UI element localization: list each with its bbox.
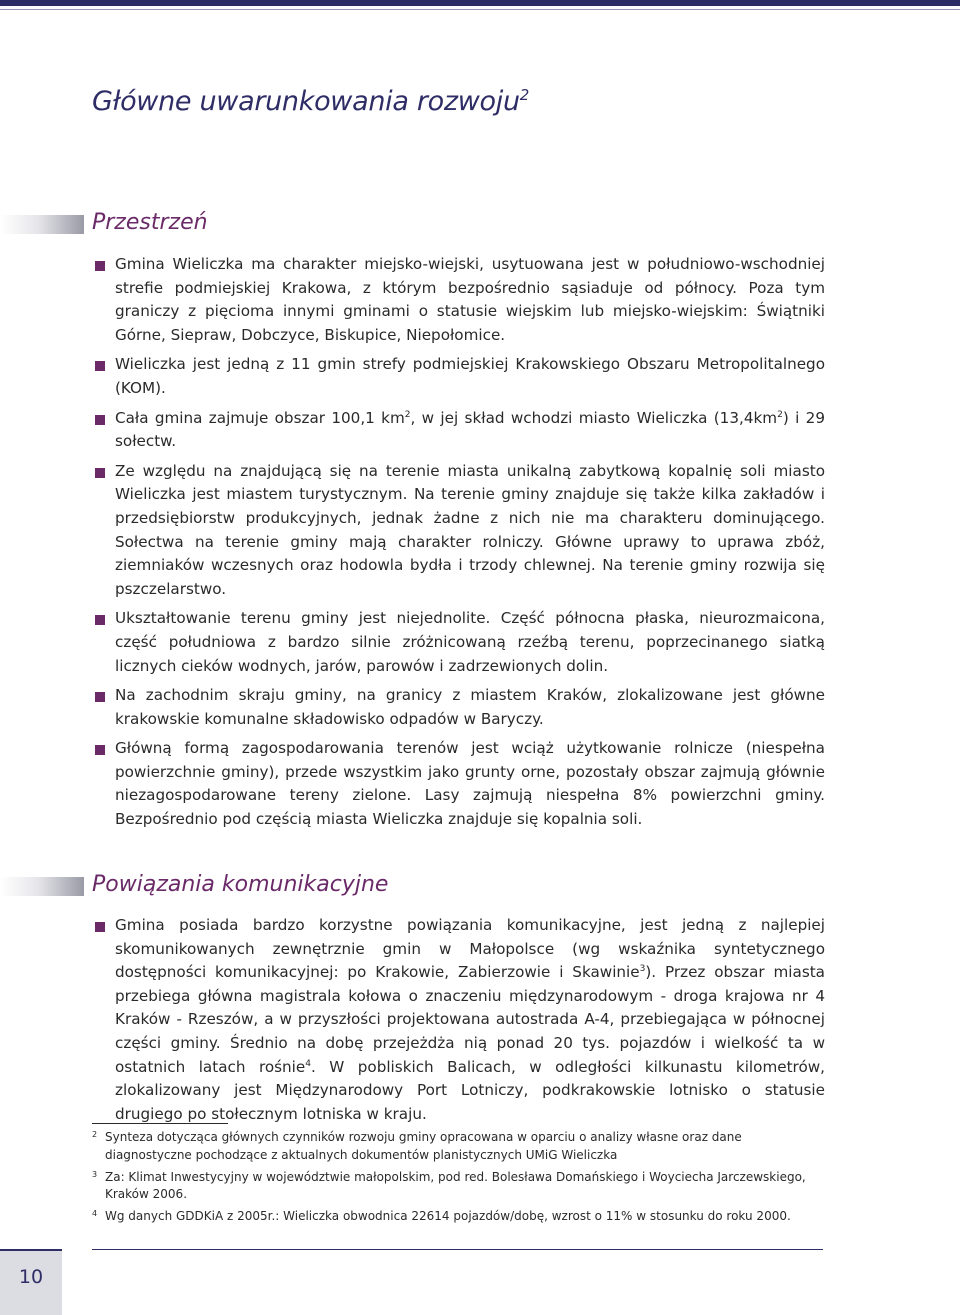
footnote-number: 2: [92, 1130, 98, 1139]
item-text: Cała gmina zajmuje obszar 100,1 km: [115, 408, 405, 427]
item-text: , w jej skład wchodzi miasto Wieliczka (13,4km: [410, 408, 778, 427]
list-item: [95, 253, 825, 347]
top-rule: [0, 9, 960, 10]
item-text: Ukształtowanie terenu gminy jest niejednolite. Część północna płaska, nieurozmaicona, część południowa z bardzo silnie zróżnicowaną rzeźbą terenu, poprzecinanego siatką licznych cieków wodnych, jarów, parowów i zadrzewionych dolin.: [115, 609, 825, 675]
footnote-text: Wg danych GDDKiA z 2005r.: Wieliczka obwodnica 22614 pojazdów/dobę, wzrost o 11% w stosunku do roku 2000.: [105, 1209, 791, 1224]
bullet-icon: [95, 468, 105, 478]
page-title-text: Główne uwarunkowania rozwoju: [92, 86, 520, 117]
item-text: ). Przez obszar miasta przebiega główna magistrala kołowa o znaczeniu międzynarodowym - droga krajowa nr 4 Kraków - Rzeszów, a w przyszłości projektowana autostrada A-4, przebiegająca w północnej części gminy. Średnio na dobę przejeżdża nią ponad 20 tys. pojazdów i wielkość ta w ostatnich latach rośnie: [115, 963, 825, 1076]
item-text: ) i 29 sołectw.: [115, 408, 825, 451]
section-title-powiazania: Powiązania komunikacyjne: [92, 872, 389, 897]
item-text: Wieliczka jest jedną z 11 gmin strefy podmiejskiej Krakowskiego Obszaru Metropolitalnego (KOM).: [115, 355, 825, 397]
bullet-icon: [95, 361, 105, 371]
footnote-rule: [92, 1123, 228, 1124]
footnote-number: 3: [92, 1169, 98, 1179]
bullet-icon: [95, 615, 105, 625]
item-text: Gmina Wieliczka ma charakter miejsko-wiejski, usytuowana jest w południowo-wschodniej strefie podmiejskiej Krakowa, z którym bezpośrednio sąsiaduje od północy. Poza tym graniczy z pięcioma innymi gminami o statusie wiejskim lub miejsko-wiejskim: Świątniki Górne, Siepraw, Dobczyce, Biskupice, Niepołomice.: [115, 255, 825, 344]
footnote: [92, 1208, 832, 1226]
footnote-text: Synteza dotycząca głównych czynników rozwoju gminy opracowana w oparciu o analizy własne oraz dane diagnostyczne pochodzące z aktualnych dokumentów planistycznych UMiG Wieliczka: [105, 1130, 742, 1162]
item-text: . W pobliskich Balicach, w odległości kilkunastu kilometrów, zlokalizowany jest Międzynarodowy Port Lotniczy, podkrakowskie lotnisko o statusie drugiego po stołecznym lotniska w kraju.: [115, 1057, 825, 1123]
page-title: [92, 86, 529, 117]
page-number-rule: [0, 1249, 62, 1251]
list-item: [95, 607, 825, 678]
item-text: Ze względu na znajdującą się na terenie miasta unikalną zabytkową kopalnię soli miasto Wieliczka jest miastem turystycznym. Na terenie gminy znajduje się także kilka zakładów i przedsiębiorstw produkcyjnych, jednak żadne z nich nie ma charakteru dominującego. Sołectwa na terenie gminy mają charakter rolniczy. Główne uprawy to uprawa zbóż, ziemniaków wczesnych oraz hodowla bydła i trzody chlewnej. Na terenie gminy rozwija się pszczelarstwo.: [115, 461, 825, 598]
footnote-text: Za: Klimat Inwestycyjny w województwie małopolskim, pod red. Bolesława Domańskiego i Woyciecha Jarczewskiego, Kraków 2006.: [105, 1169, 806, 1202]
page-title-footnote-ref: 2: [519, 86, 530, 104]
footnote-ref: 3: [639, 964, 646, 975]
list-item: [95, 460, 825, 602]
section-title-przestrzen: Przestrzeń: [92, 210, 208, 235]
list-item: [95, 737, 825, 831]
section-powiazania-list: [95, 914, 825, 1132]
superscript: 2: [404, 409, 411, 420]
footnote: [92, 1129, 832, 1165]
bullet-icon: [95, 415, 105, 425]
list-item: [95, 353, 825, 400]
list-item: [95, 914, 825, 1126]
superscript: 2: [777, 409, 783, 420]
bottom-rule: [92, 1249, 823, 1250]
bullet-icon: [95, 692, 105, 702]
bullet-icon: [95, 261, 105, 271]
footnotes: [92, 1129, 832, 1230]
footnote-ref: 4: [305, 1058, 311, 1069]
list-item: [95, 684, 825, 731]
page-number: 10: [18, 1266, 44, 1288]
footnote-number: 4: [92, 1209, 98, 1219]
section-przestrzen-list: [95, 253, 825, 838]
item-text: Główną formą zagospodarowania terenów jest wciąż użytkowanie rolnicze (niespełna powierzchnie gminy), przede wszystkim jako grunty orne, pozostały obszar zajmują głównie niezagospodarowane tereny zielone. Lasy zajmują niespełna 8% powierzchni gminy. Bezpośrednio pod częścią miasta Wieliczka znajduje się kopalnia soli.: [115, 739, 825, 829]
section-marker: [0, 215, 84, 234]
top-bar: [0, 0, 960, 6]
footnote: [92, 1169, 832, 1205]
item-text: Na zachodnim skraju gminy, na granicy z miastem Kraków, zlokalizowane jest główne krakowskie komunalne składowisko odpadów w Baryczy.: [115, 686, 825, 728]
section-marker: [0, 877, 84, 896]
bullet-icon: [95, 922, 105, 932]
bullet-icon: [95, 745, 105, 755]
list-item: [95, 407, 825, 454]
item-text: Gmina posiada bardzo korzystne powiązania komunikacyjne, jest jedną z najlepiej skomunikowanych zewnętrznie gmin w Małopolsce (wg wskaźnika syntetycznego dostępności komunikacyjnej: po Krakowie, Zabierzowie i Skawinie: [115, 916, 825, 982]
